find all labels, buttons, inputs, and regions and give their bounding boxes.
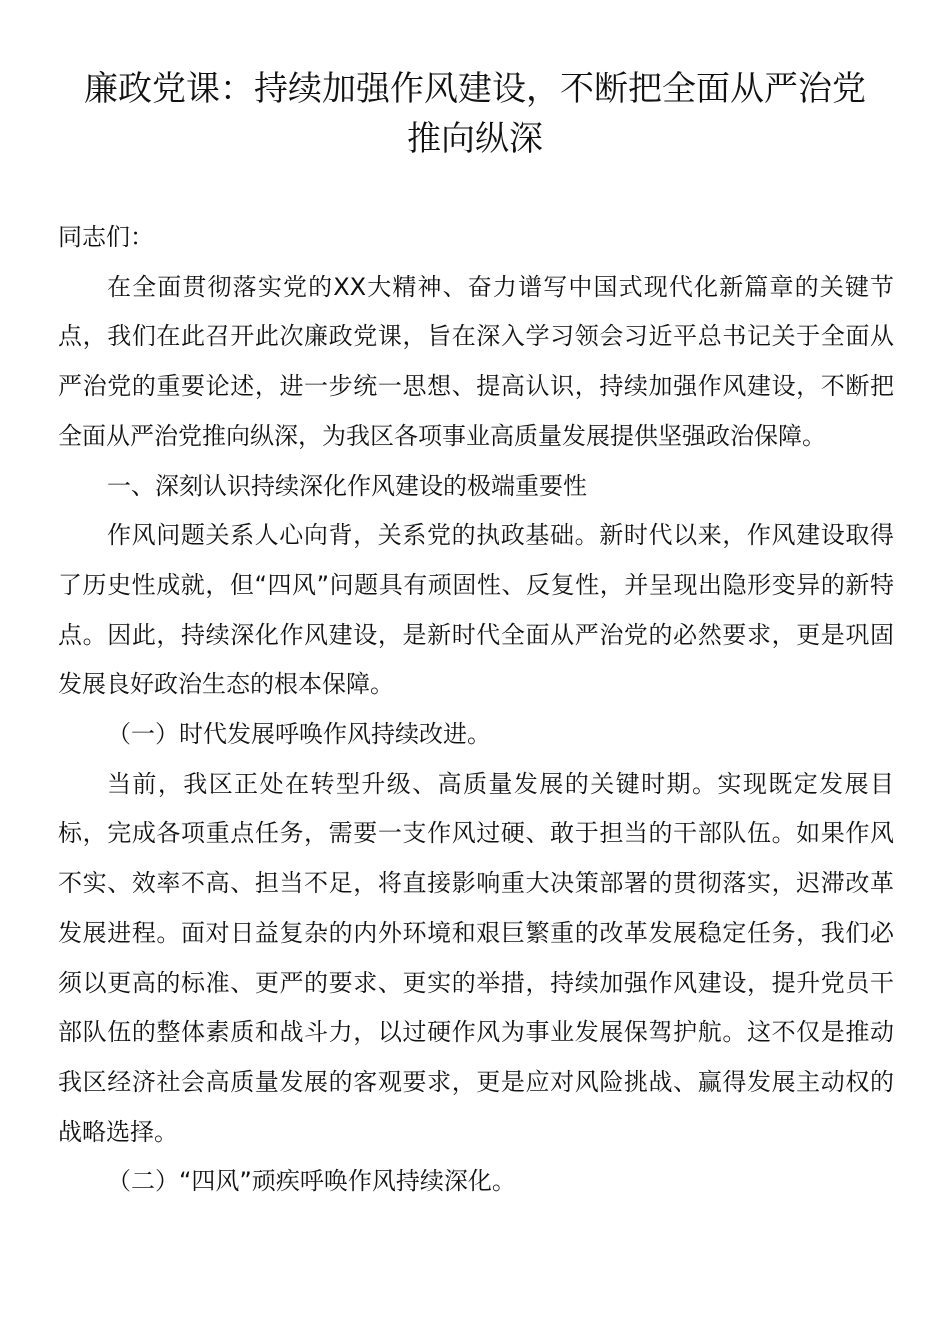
body-paragraph: 作风问题关系人心向背，关系党的执政基础。新时代以来，作风建设取得了历史性成就，但“四风”问题具有顽固性、反复性，并呈现出隐形变异的新特点。因此，持续深化作风建设，是新时代全面从严治党的必然要求，更是巩固发展良好政治生态的根本保障。 [58, 521, 894, 699]
subsection-heading-1: （一）时代发展呼唤作风持续改进。 [107, 720, 491, 749]
subsection-heading-2: （二）“四风”顽疾呼唤作风持续深化。 [107, 1167, 516, 1196]
title-line-1: 廉政党课：持续加强作风建设，不断把全面从严治党 [84, 69, 866, 109]
document-title [40, 64, 910, 164]
intro-paragraph: 在全面贯彻落实党的XX大精神、奋力谱写中国式现代化新篇章的关键节点，我们在此召开此次廉政党课，旨在深入学习领会习近平总书记关于全面从严治党的重要论述，进一步统一思想、提高认识，持续加强作风建设，不断把全面从严治党推向纵深，为我区各项事业高质量发展提供坚强政治保障。 [58, 272, 894, 450]
salutation: 同志们： [58, 223, 154, 251]
section-heading-1: 一、深刻认识持续深化作风建设的极端重要性 [107, 471, 587, 500]
document-body [58, 213, 894, 1207]
body-paragraph: 当前，我区正处在转型升级、高质量发展的关键时期。实现既定发展目标，完成各项重点任务，需要一支作风过硬、敢于担当的干部队伍。如果作风不实、效率不高、担当不足，将直接影响重大决策部署的贯彻落实，迟滞改革发展进程。面对日益复杂的内外环境和艰巨繁重的改革发展稳定任务，我们必须以更高的标准、更严的要求、更实的举措，持续加强作风建设，提升党员干部队伍的整体素质和战斗力，以过硬作风为事业发展保驾护航。这不仅是推动我区经济社会高质量发展的客观要求，更是应对风险挑战、赢得发展主动权的战略选择。 [58, 769, 894, 1146]
title-line-2: 推向纵深 [407, 119, 543, 159]
